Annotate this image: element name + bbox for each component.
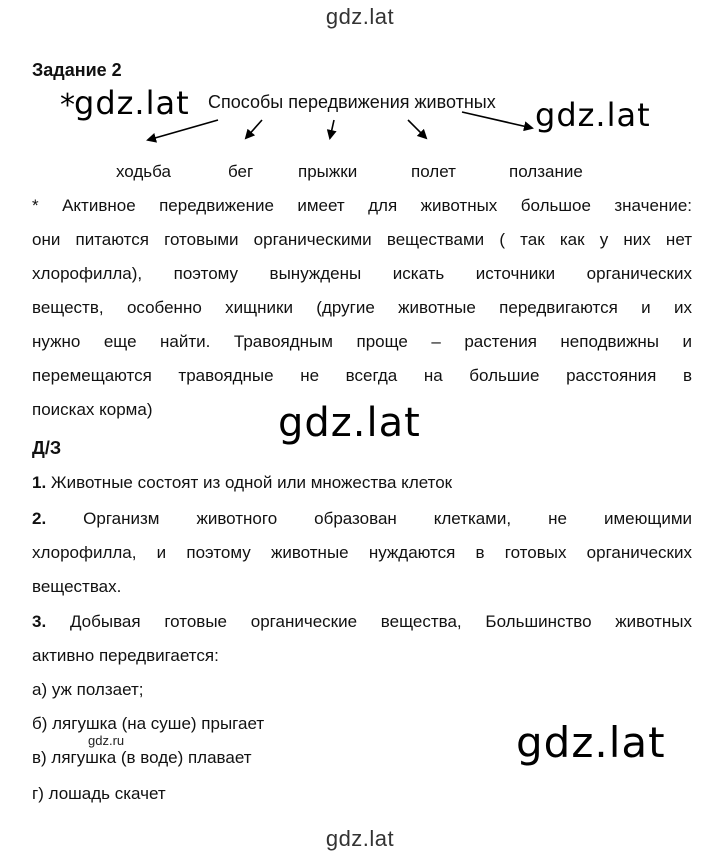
answer-3-line: активно передвигается: [32,646,219,665]
footer-watermark: gdz.lat [325,826,395,851]
answer-1-number: 1. [32,473,47,492]
watermark-small: gdz.ru [88,733,125,748]
watermark-left: gdz.lat [74,84,190,122]
way-crawling: ползание [509,162,583,181]
homework-heading: Д/З [32,438,62,458]
answer-2-line: хлорофилла, и поэтому животные нуждаются в готовых органических [32,543,692,562]
way-jumping: прыжки [298,162,358,181]
answer-1 [32,470,692,496]
example-item: в) лягушка (в воде) плавает [32,748,252,767]
watermark-lower: gdz.lat [516,718,666,767]
arrow-running [246,120,262,138]
paragraph-line: перемещаются травоядные не всегда на большие расстояния в [32,366,692,385]
example-item: а) уж ползает; [32,680,144,699]
diagram-asterisk: * [60,88,76,123]
arrow-flying [408,120,426,138]
answer-3-line [32,609,692,635]
paragraph-line: нужно еще найти. Травоядным проще – растения неподвижны и [32,332,692,351]
arrow-jumping [330,120,334,138]
paragraph-line: веществ, особенно хищники (другие животные передвигаются и их [32,298,692,317]
watermark-right: gdz.lat [535,96,651,134]
way-walking: ходьба [116,162,171,181]
example-item: б) лягушка (на суше) прыгает [32,714,265,733]
paragraph-line: поисках корма) [32,400,153,419]
arrow-walking [148,120,218,140]
way-running: бег [228,162,254,181]
answer-1-text: Животные состоят из одной или множества клеток [46,473,453,492]
answer-2-line [32,506,692,532]
example-item: г) лошадь скачет [32,784,166,803]
answer-2-text: Организм животного образован клетками, не имеющими [46,509,692,528]
header-watermark: gdz.lat [325,4,395,29]
answer-3-number: 3. [32,612,47,631]
arrow-crawling [462,112,532,128]
diagram-title: Способы передвижения животных [208,92,496,112]
answer-2-line: веществах. [32,577,122,596]
answer-3-text: Добывая готовые органические вещества, Большинство животных [46,612,692,631]
way-flying: полет [411,162,456,181]
paragraph-line: * Активное передвижение имеет для животных большое значение: [32,196,692,215]
answer-2-number: 2. [32,509,47,528]
task-heading: Задание 2 [32,60,122,80]
paragraph-line: хлорофилла), поэтому вынуждены искать источники органических [32,264,692,283]
paragraph-line: они питаются готовыми органическими веществами ( так как у них нет [32,230,692,249]
watermark-middle: gdz.lat [278,400,421,446]
